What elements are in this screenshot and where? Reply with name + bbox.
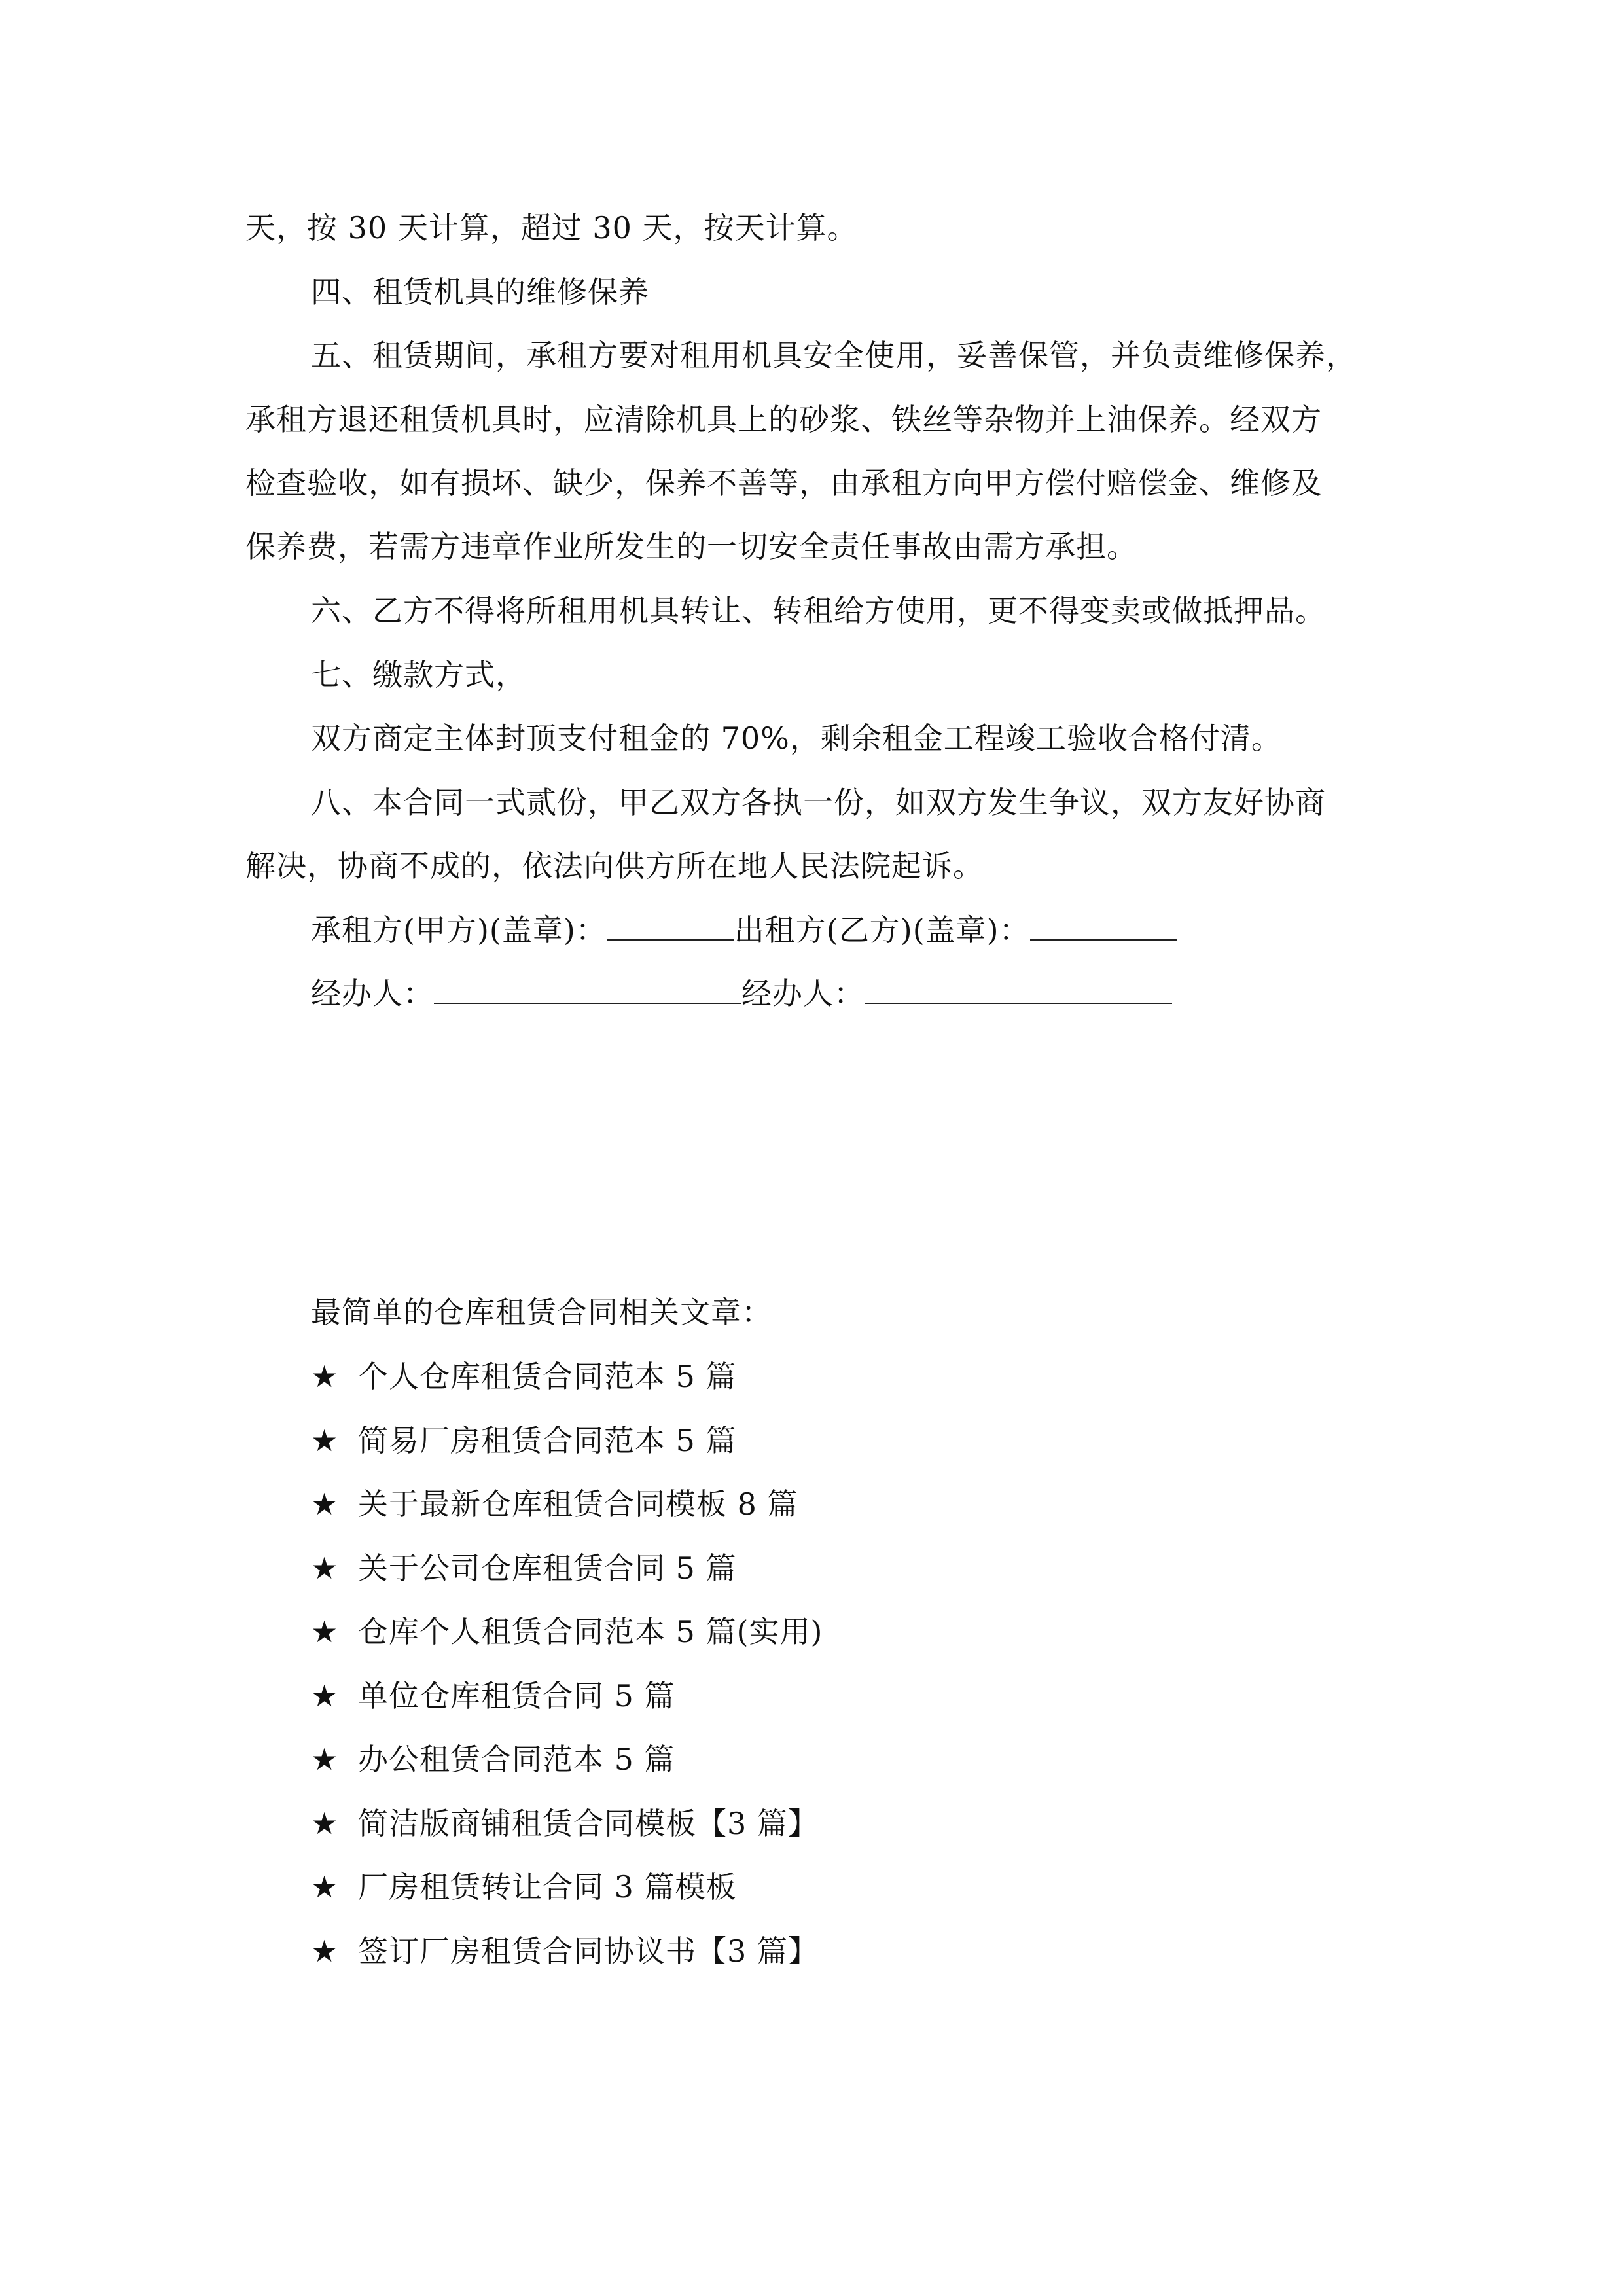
related-article-title[interactable]: 关于最新仓库租赁合同模板 8 篇	[358, 1486, 798, 1522]
section-7-heading: 七、缴款方式，	[311, 657, 526, 692]
lessee-seal-blank[interactable]	[607, 910, 734, 941]
related-article-item[interactable]	[311, 1740, 675, 1779]
paragraph-8-line-1: 八、本合同一式贰份，甲乙双方各执一份，如双方发生争议，双方友好协商	[311, 785, 1326, 820]
related-articles-heading: 最简单的仓库租赁合同相关文章：	[311, 1295, 772, 1330]
paragraph-1: 天，按 30 天计算，超过 30 天，按天计算。	[245, 210, 858, 245]
lessor-seal-label: 出租方(乙方)(盖章)：	[734, 912, 1030, 948]
payment-terms: 双方商定主体封顶支付租金的 70%，剩余租金工程竣工验收合格付清。	[311, 721, 1282, 756]
related-article-item[interactable]	[311, 1676, 675, 1715]
related-article-title[interactable]: 仓库个人租赁合同范本 5 篇(实用)	[358, 1614, 823, 1649]
star-icon: ★	[311, 1806, 339, 1841]
star-icon: ★	[311, 1486, 339, 1522]
related-article-title[interactable]: 厂房租赁转让合同 3 篇模板	[358, 1869, 737, 1905]
related-article-title[interactable]: 办公租赁合同范本 5 篇	[358, 1742, 675, 1777]
related-article-item[interactable]	[311, 1549, 737, 1588]
star-icon: ★	[311, 1614, 339, 1649]
agent-label-lessee: 经办人：	[311, 976, 434, 1011]
related-article-item[interactable]	[311, 1612, 823, 1651]
related-article-title[interactable]: 个人仓库租赁合同范本 5 篇	[358, 1359, 737, 1394]
lessor-seal-blank[interactable]	[1030, 910, 1177, 941]
star-icon: ★	[311, 1423, 339, 1458]
signature-row-parties	[311, 910, 1177, 950]
agent-blank-lessor[interactable]	[865, 974, 1172, 1004]
paragraph-5-line-4: 保养费，若需方违章作业所发生的一切安全责任事故由需方承担。	[245, 529, 1137, 564]
related-article-title[interactable]: 简洁版商铺租赁合同模板【3 篇】	[358, 1806, 819, 1841]
agent-blank-lessee[interactable]	[434, 974, 741, 1004]
related-article-title[interactable]: 单位仓库租赁合同 5 篇	[358, 1678, 675, 1713]
related-article-title[interactable]: 签订厂房租赁合同协议书【3 篇】	[358, 1933, 819, 1969]
section-4-heading: 四、租赁机具的维修保养	[311, 274, 649, 310]
signature-row-agents	[311, 974, 1172, 1013]
related-article-title[interactable]: 简易厂房租赁合同范本 5 篇	[358, 1423, 737, 1458]
related-article-item[interactable]	[311, 1357, 737, 1396]
star-icon: ★	[311, 1933, 339, 1969]
star-icon: ★	[311, 1869, 339, 1905]
related-article-item[interactable]	[311, 1931, 819, 1971]
star-icon: ★	[311, 1551, 339, 1586]
star-icon: ★	[311, 1678, 339, 1713]
related-article-item[interactable]	[311, 1867, 737, 1907]
agent-label-lessor: 经办人：	[741, 976, 865, 1011]
related-article-title[interactable]: 关于公司仓库租赁合同 5 篇	[358, 1551, 737, 1586]
related-article-item[interactable]	[311, 1421, 737, 1460]
paragraph-6: 六、乙方不得将所租用机具转让、转租给方使用，更不得变卖或做抵押品。	[311, 593, 1326, 628]
related-article-item[interactable]	[311, 1484, 798, 1524]
star-icon: ★	[311, 1359, 339, 1394]
paragraph-8-line-2: 解决，协商不成的，依法向供方所在地人民法院起诉。	[245, 848, 984, 884]
paragraph-5-line-1: 五、租赁期间，承租方要对租用机具安全使用，妥善保管，并负责维修保养，	[311, 338, 1357, 373]
lessee-seal-label: 承租方(甲方)(盖章)：	[311, 912, 607, 948]
paragraph-5-line-3: 检查验收，如有损坏、缺少，保养不善等，由承租方向甲方偿付赔偿金、维修及	[245, 465, 1322, 501]
paragraph-5-line-2: 承租方退还租赁机具时，应清除机具上的砂浆、铁丝等杂物并上油保养。经双方	[245, 402, 1322, 437]
star-icon: ★	[311, 1742, 339, 1777]
related-article-item[interactable]	[311, 1804, 819, 1843]
